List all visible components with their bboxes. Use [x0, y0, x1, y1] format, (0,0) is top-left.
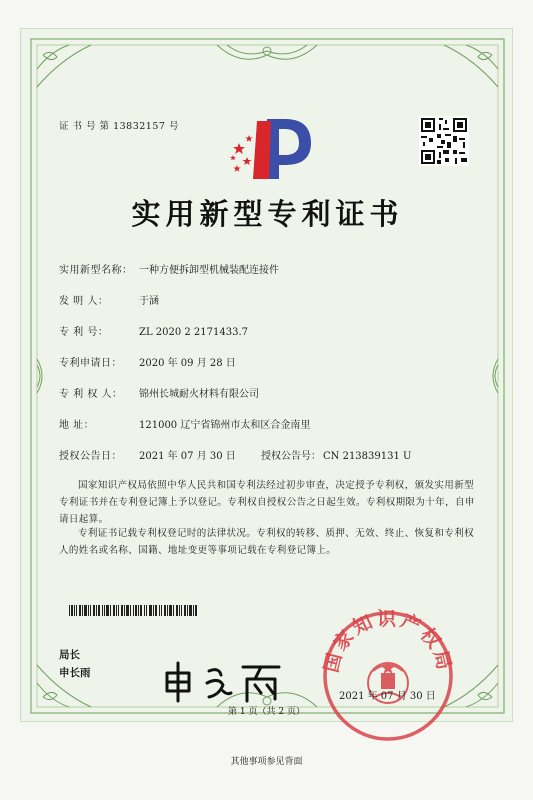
patent-number-value: ZL 2020 2 2171433.7 [139, 327, 249, 338]
director-title: 局长 [59, 649, 80, 661]
grant-number-value: CN 213839131 U [323, 451, 412, 462]
director-name: 申长雨 [59, 667, 91, 679]
grant-date-value: 2021 年 07 月 30 日 [139, 451, 236, 462]
certificate-paragraph-1: 国家知识产权局依照中华人民共和国专利法经过初步审查，决定授予专利权，颁发实用新型专利证书并在专利登记簿上予以登记。专利权自授权公告之日起生效。专利权期限为十年，自申请日起算。 [59, 480, 475, 525]
back-note: 其他事项参见背面 [230, 757, 303, 767]
patent-number-label: 专 利 号： [59, 327, 109, 338]
application-date-value: 2020 年 09 月 28 日 [139, 358, 236, 369]
seal-date: 2021 年 07 月 30 日 [339, 691, 436, 702]
inventor-value: 于涵 [139, 296, 159, 307]
cnipa-logo-icon [227, 113, 317, 185]
director-signature-icon [161, 657, 291, 705]
qr-code-icon [419, 116, 469, 166]
certificate-number: 证 书 号 第 13832157 号 [59, 121, 179, 132]
address-value: 121000 辽宁省锦州市太和区合金南里 [139, 420, 311, 431]
page-indicator: 第 1 页（共 2 页） [228, 707, 305, 717]
utility-model-name-value: 一种方便拆卸型机械装配连接件 [139, 265, 279, 276]
patentee-label: 专 利 权 人： [59, 389, 123, 400]
grant-date-label: 授权公告日： [59, 451, 122, 462]
inventor-label: 发 明 人： [59, 296, 109, 307]
grant-number-label: 授权公告号： [261, 451, 321, 462]
svg-text:国家知识产权局: 国家知识产权局 [320, 608, 456, 675]
barcode-icon [69, 605, 197, 616]
certificate-title: 实用新型专利证书 [131, 197, 404, 231]
official-seal-icon [313, 601, 463, 751]
certificate-paragraph-2: 专利证书记载专利权登记时的法律状况。专利权的转移、质押、无效、终止、恢复和专利权人的姓名或名称、国籍、地址变更等事项记载在专利登记簿上。 [59, 528, 475, 556]
certificate-sheet [20, 28, 513, 722]
patentee-value: 锦州长城耐火材料有限公司 [139, 389, 259, 400]
utility-model-name-label: 实用新型名称： [59, 265, 133, 276]
address-label: 地 址： [59, 420, 95, 431]
application-date-label: 专利申请日： [59, 358, 122, 369]
